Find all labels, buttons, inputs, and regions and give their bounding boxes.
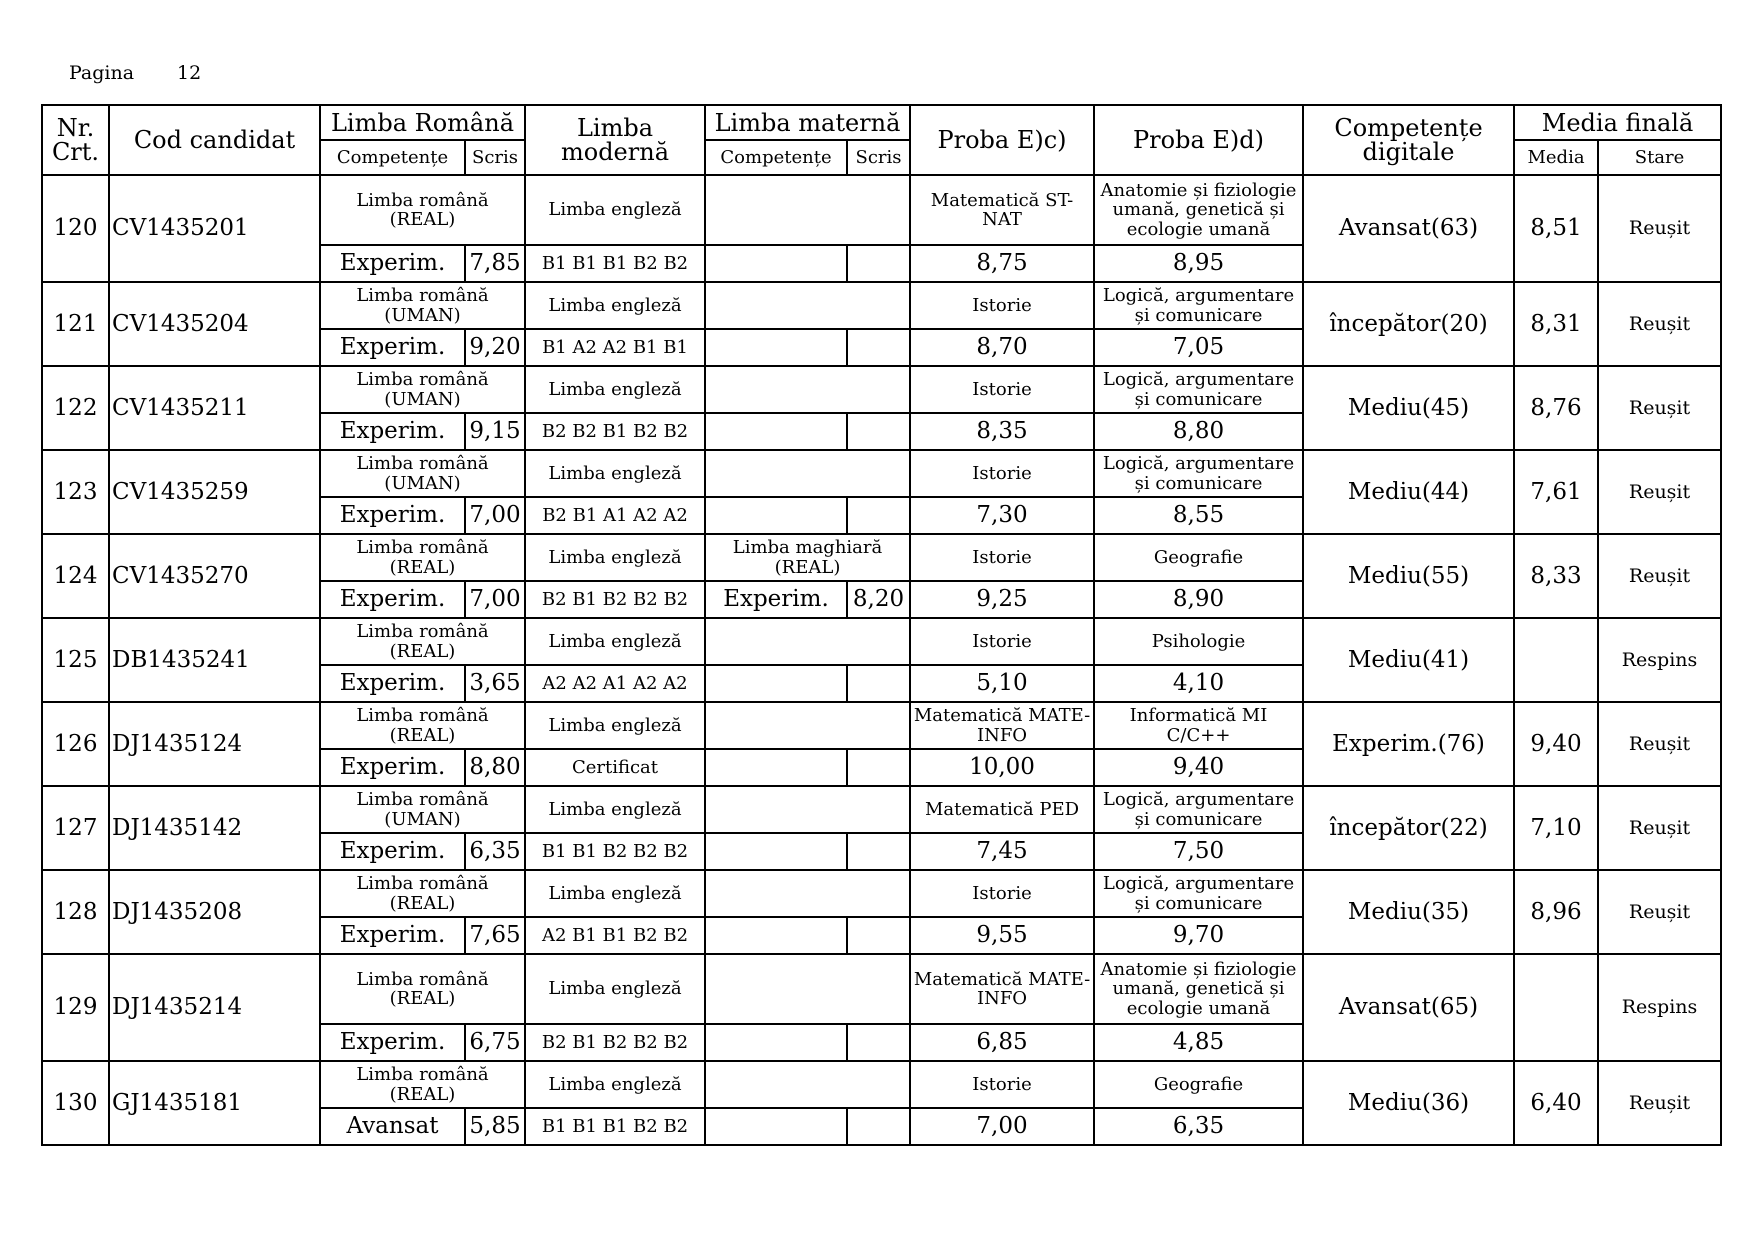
row-number: 128 xyxy=(42,870,109,954)
candidate-code: CV1435201 xyxy=(109,175,320,282)
candidate-code: GJ1435181 xyxy=(109,1061,320,1145)
table-row xyxy=(42,1061,1721,1108)
modern-language-grades: B2 B2 B1 B2 B2 xyxy=(525,413,705,450)
table-row xyxy=(42,618,1721,665)
mother-tongue-written-grade xyxy=(847,1024,910,1061)
header-media-finala: Media finală xyxy=(1514,105,1721,140)
romanian-subject: Limba română (REAL) xyxy=(320,870,525,917)
modern-language-subject: Limba engleză xyxy=(525,786,705,833)
mother-tongue-competence xyxy=(705,329,847,366)
final-average: 8,76 xyxy=(1514,366,1598,450)
proba-ec-subject: Istorie xyxy=(910,366,1094,413)
candidate-code: DJ1435214 xyxy=(109,954,320,1061)
romanian-competence: Experim. xyxy=(320,581,465,618)
candidate-code: DB1435241 xyxy=(109,618,320,702)
romanian-subject: Limba română (REAL) xyxy=(320,534,525,581)
table-row xyxy=(42,702,1721,749)
romanian-written-grade: 6,35 xyxy=(465,833,525,870)
status: Reușit xyxy=(1598,534,1721,618)
mother-tongue-competence xyxy=(705,245,847,282)
proba-ed-subject: Geografie xyxy=(1094,1061,1303,1108)
mother-tongue-written-grade xyxy=(847,833,910,870)
romanian-competence: Experim. xyxy=(320,497,465,534)
romanian-competence: Experim. xyxy=(320,1024,465,1061)
status: Reușit xyxy=(1598,282,1721,366)
romanian-competence: Avansat xyxy=(320,1108,465,1145)
mother-tongue-written-grade: 8,20 xyxy=(847,581,910,618)
proba-ed-subject: Informatică MI C/C++ xyxy=(1094,702,1303,749)
proba-ed-subject: Anatomie și fiziologie umană, genetică și ecologie umană xyxy=(1094,954,1303,1024)
romanian-subject: Limba română (UMAN) xyxy=(320,282,525,329)
romanian-written-grade: 8,80 xyxy=(465,749,525,786)
romanian-written-grade: 7,00 xyxy=(465,497,525,534)
modern-language-grades: B2 B1 A1 A2 A2 xyxy=(525,497,705,534)
status: Reușit xyxy=(1598,1061,1721,1145)
mother-tongue-competence xyxy=(705,833,847,870)
proba-ed-grade: 8,80 xyxy=(1094,413,1303,450)
candidate-code: DJ1435142 xyxy=(109,786,320,870)
mother-tongue-subject xyxy=(705,282,910,329)
row-number: 130 xyxy=(42,1061,109,1145)
candidate-code: CV1435204 xyxy=(109,282,320,366)
digital-competence: Avansat(63) xyxy=(1303,175,1514,282)
proba-ed-grade: 9,40 xyxy=(1094,749,1303,786)
status: Reușit xyxy=(1598,175,1721,282)
candidate-code: DJ1435208 xyxy=(109,870,320,954)
proba-ed-subject: Geografie xyxy=(1094,534,1303,581)
proba-ed-grade: 7,50 xyxy=(1094,833,1303,870)
final-average: 8,31 xyxy=(1514,282,1598,366)
row-number: 122 xyxy=(42,366,109,450)
final-average: 8,33 xyxy=(1514,534,1598,618)
status: Reușit xyxy=(1598,366,1721,450)
proba-ed-subject: Logică, argumentare și comunicare xyxy=(1094,870,1303,917)
proba-ec-subject: Matematică MATE-INFO xyxy=(910,954,1094,1024)
table-row xyxy=(42,786,1721,833)
header-limba-moderna: Limba modernă xyxy=(525,105,705,175)
romanian-subject: Limba română (REAL) xyxy=(320,1061,525,1108)
romanian-written-grade: 7,85 xyxy=(465,245,525,282)
modern-language-grades: B1 B1 B1 B2 B2 xyxy=(525,245,705,282)
status: Reușit xyxy=(1598,702,1721,786)
modern-language-grades: B2 B1 B2 B2 B2 xyxy=(525,1024,705,1061)
candidate-code: DJ1435124 xyxy=(109,702,320,786)
mother-tongue-written-grade xyxy=(847,497,910,534)
header-limba-romana: Limba Română xyxy=(320,105,525,140)
mother-tongue-competence xyxy=(705,1024,847,1061)
romanian-written-grade: 7,00 xyxy=(465,581,525,618)
header-mat-scris: Scris xyxy=(847,140,910,175)
romanian-written-grade: 9,15 xyxy=(465,413,525,450)
row-number: 123 xyxy=(42,450,109,534)
romanian-subject: Limba română (UMAN) xyxy=(320,366,525,413)
row-number: 126 xyxy=(42,702,109,786)
digital-competence: Mediu(55) xyxy=(1303,534,1514,618)
status: Reușit xyxy=(1598,786,1721,870)
modern-language-subject: Limba engleză xyxy=(525,175,705,245)
digital-competence: Experim.(76) xyxy=(1303,702,1514,786)
digital-competence: Mediu(45) xyxy=(1303,366,1514,450)
proba-ec-grade: 8,75 xyxy=(910,245,1094,282)
mother-tongue-written-grade xyxy=(847,1108,910,1145)
romanian-subject: Limba română (UMAN) xyxy=(320,450,525,497)
proba-ec-subject: Istorie xyxy=(910,450,1094,497)
romanian-subject: Limba română (REAL) xyxy=(320,175,525,245)
header-cod-candidat: Cod candidat xyxy=(109,105,320,175)
mother-tongue-written-grade xyxy=(847,917,910,954)
mother-tongue-competence xyxy=(705,665,847,702)
digital-competence: Mediu(41) xyxy=(1303,618,1514,702)
romanian-subject: Limba română (UMAN) xyxy=(320,786,525,833)
proba-ed-subject: Anatomie și fiziologie umană, genetică și ecologie umană xyxy=(1094,175,1303,245)
mother-tongue-written-grade xyxy=(847,245,910,282)
proba-ec-grade: 9,55 xyxy=(910,917,1094,954)
mother-tongue-written-grade xyxy=(847,413,910,450)
mother-tongue-subject xyxy=(705,175,910,245)
proba-ec-grade: 7,45 xyxy=(910,833,1094,870)
modern-language-grades: A2 A2 A1 A2 A2 xyxy=(525,665,705,702)
mother-tongue-subject xyxy=(705,1061,910,1108)
romanian-written-grade: 6,75 xyxy=(465,1024,525,1061)
proba-ec-grade: 5,10 xyxy=(910,665,1094,702)
row-number: 125 xyxy=(42,618,109,702)
modern-language-grades: B1 B1 B1 B2 B2 xyxy=(525,1108,705,1145)
header-nr: Nr. Crt. xyxy=(42,105,109,175)
modern-language-subject: Limba engleză xyxy=(525,450,705,497)
proba-ec-subject: Matematică MATE-INFO xyxy=(910,702,1094,749)
final-average xyxy=(1514,954,1598,1061)
proba-ec-subject: Istorie xyxy=(910,282,1094,329)
header-proba-ed: Proba E)d) xyxy=(1094,105,1303,175)
table-row xyxy=(42,282,1721,329)
proba-ec-subject: Istorie xyxy=(910,618,1094,665)
status: Respins xyxy=(1598,954,1721,1061)
proba-ed-subject: Logică, argumentare și comunicare xyxy=(1094,450,1303,497)
proba-ec-subject: Istorie xyxy=(910,870,1094,917)
digital-competence: Mediu(35) xyxy=(1303,870,1514,954)
page-label: Pagina xyxy=(69,62,135,84)
proba-ed-grade: 8,55 xyxy=(1094,497,1303,534)
table-row xyxy=(42,366,1721,413)
table-row xyxy=(42,534,1721,581)
romanian-written-grade: 3,65 xyxy=(465,665,525,702)
header-competente-digitale: Competențe digitale xyxy=(1303,105,1514,175)
mother-tongue-subject xyxy=(705,702,910,749)
table-row xyxy=(42,450,1721,497)
final-average: 8,51 xyxy=(1514,175,1598,282)
proba-ec-grade: 7,00 xyxy=(910,1108,1094,1145)
romanian-written-grade: 7,65 xyxy=(465,917,525,954)
mother-tongue-competence xyxy=(705,917,847,954)
proba-ec-grade: 10,00 xyxy=(910,749,1094,786)
mother-tongue-subject xyxy=(705,366,910,413)
romanian-subject: Limba română (REAL) xyxy=(320,954,525,1024)
proba-ed-grade: 9,70 xyxy=(1094,917,1303,954)
modern-language-subject: Limba engleză xyxy=(525,282,705,329)
header-proba-ec: Proba E)c) xyxy=(910,105,1094,175)
proba-ed-subject: Psihologie xyxy=(1094,618,1303,665)
proba-ed-grade: 8,95 xyxy=(1094,245,1303,282)
header-ro-scris: Scris xyxy=(465,140,525,175)
romanian-competence: Experim. xyxy=(320,665,465,702)
mother-tongue-subject xyxy=(705,450,910,497)
mother-tongue-competence: Experim. xyxy=(705,581,847,618)
romanian-competence: Experim. xyxy=(320,413,465,450)
proba-ed-grade: 8,90 xyxy=(1094,581,1303,618)
proba-ec-grade: 7,30 xyxy=(910,497,1094,534)
modern-language-subject: Limba engleză xyxy=(525,618,705,665)
header-ro-competente: Competențe xyxy=(320,140,465,175)
proba-ec-grade: 8,35 xyxy=(910,413,1094,450)
digital-competence: începător(20) xyxy=(1303,282,1514,366)
modern-language-grades: B1 A2 A2 B1 B1 xyxy=(525,329,705,366)
proba-ed-grade: 6,35 xyxy=(1094,1108,1303,1145)
mother-tongue-written-grade xyxy=(847,665,910,702)
mother-tongue-written-grade xyxy=(847,749,910,786)
digital-competence: Mediu(36) xyxy=(1303,1061,1514,1145)
candidate-code: CV1435211 xyxy=(109,366,320,450)
proba-ec-subject: Istorie xyxy=(910,534,1094,581)
proba-ed-subject: Logică, argumentare și comunicare xyxy=(1094,786,1303,833)
modern-language-grades: B2 B1 B2 B2 B2 xyxy=(525,581,705,618)
mother-tongue-subject xyxy=(705,954,910,1024)
modern-language-subject: Limba engleză xyxy=(525,954,705,1024)
proba-ed-grade: 7,05 xyxy=(1094,329,1303,366)
status: Reușit xyxy=(1598,450,1721,534)
candidate-code: CV1435270 xyxy=(109,534,320,618)
modern-language-subject: Limba engleză xyxy=(525,366,705,413)
mother-tongue-subject xyxy=(705,618,910,665)
proba-ec-subject: Istorie xyxy=(910,1061,1094,1108)
status: Respins xyxy=(1598,618,1721,702)
header-stare: Stare xyxy=(1598,140,1721,175)
proba-ed-grade: 4,10 xyxy=(1094,665,1303,702)
mother-tongue-competence xyxy=(705,1108,847,1145)
final-average: 6,40 xyxy=(1514,1061,1598,1145)
candidate-code: CV1435259 xyxy=(109,450,320,534)
final-average: 7,10 xyxy=(1514,786,1598,870)
romanian-written-grade: 9,20 xyxy=(465,329,525,366)
row-number: 127 xyxy=(42,786,109,870)
modern-language-subject: Limba engleză xyxy=(525,870,705,917)
final-average: 8,96 xyxy=(1514,870,1598,954)
table-row xyxy=(42,870,1721,917)
row-number: 129 xyxy=(42,954,109,1061)
mother-tongue-written-grade xyxy=(847,329,910,366)
modern-language-subject: Limba engleză xyxy=(525,534,705,581)
romanian-competence: Experim. xyxy=(320,917,465,954)
proba-ec-grade: 9,25 xyxy=(910,581,1094,618)
proba-ec-subject: Matematică ST-NAT xyxy=(910,175,1094,245)
proba-ec-grade: 6,85 xyxy=(910,1024,1094,1061)
modern-language-grades: A2 B1 B1 B2 B2 xyxy=(525,917,705,954)
digital-competence: Mediu(44) xyxy=(1303,450,1514,534)
table-row xyxy=(42,954,1721,1024)
romanian-competence: Experim. xyxy=(320,833,465,870)
modern-language-grades: B1 B1 B2 B2 B2 xyxy=(525,833,705,870)
mother-tongue-competence xyxy=(705,749,847,786)
status: Reușit xyxy=(1598,870,1721,954)
proba-ec-grade: 8,70 xyxy=(910,329,1094,366)
mother-tongue-competence xyxy=(705,497,847,534)
table-row xyxy=(42,175,1721,245)
proba-ed-grade: 4,85 xyxy=(1094,1024,1303,1061)
modern-language-subject: Limba engleză xyxy=(525,702,705,749)
proba-ed-subject: Logică, argumentare și comunicare xyxy=(1094,366,1303,413)
modern-language-grades: Certificat xyxy=(525,749,705,786)
romanian-subject: Limba română (REAL) xyxy=(320,618,525,665)
romanian-competence: Experim. xyxy=(320,329,465,366)
romanian-competence: Experim. xyxy=(320,749,465,786)
row-number: 120 xyxy=(42,175,109,282)
header-media: Media xyxy=(1514,140,1598,175)
final-average: 7,61 xyxy=(1514,450,1598,534)
page-header xyxy=(69,62,202,84)
mother-tongue-subject: Limba maghiară (REAL) xyxy=(705,534,910,581)
header-limba-materna: Limba maternă xyxy=(705,105,910,140)
row-number: 121 xyxy=(42,282,109,366)
results-table xyxy=(41,104,1722,1146)
romanian-competence: Experim. xyxy=(320,245,465,282)
proba-ed-subject: Logică, argumentare și comunicare xyxy=(1094,282,1303,329)
mother-tongue-subject xyxy=(705,870,910,917)
modern-language-subject: Limba engleză xyxy=(525,1061,705,1108)
final-average: 9,40 xyxy=(1514,702,1598,786)
mother-tongue-competence xyxy=(705,413,847,450)
final-average xyxy=(1514,618,1598,702)
digital-competence: Avansat(65) xyxy=(1303,954,1514,1061)
page-number: 12 xyxy=(177,62,202,84)
row-number: 124 xyxy=(42,534,109,618)
proba-ec-subject: Matematică PED xyxy=(910,786,1094,833)
header-mat-competente: Competențe xyxy=(705,140,847,175)
romanian-written-grade: 5,85 xyxy=(465,1108,525,1145)
mother-tongue-subject xyxy=(705,786,910,833)
romanian-subject: Limba română (REAL) xyxy=(320,702,525,749)
digital-competence: începător(22) xyxy=(1303,786,1514,870)
